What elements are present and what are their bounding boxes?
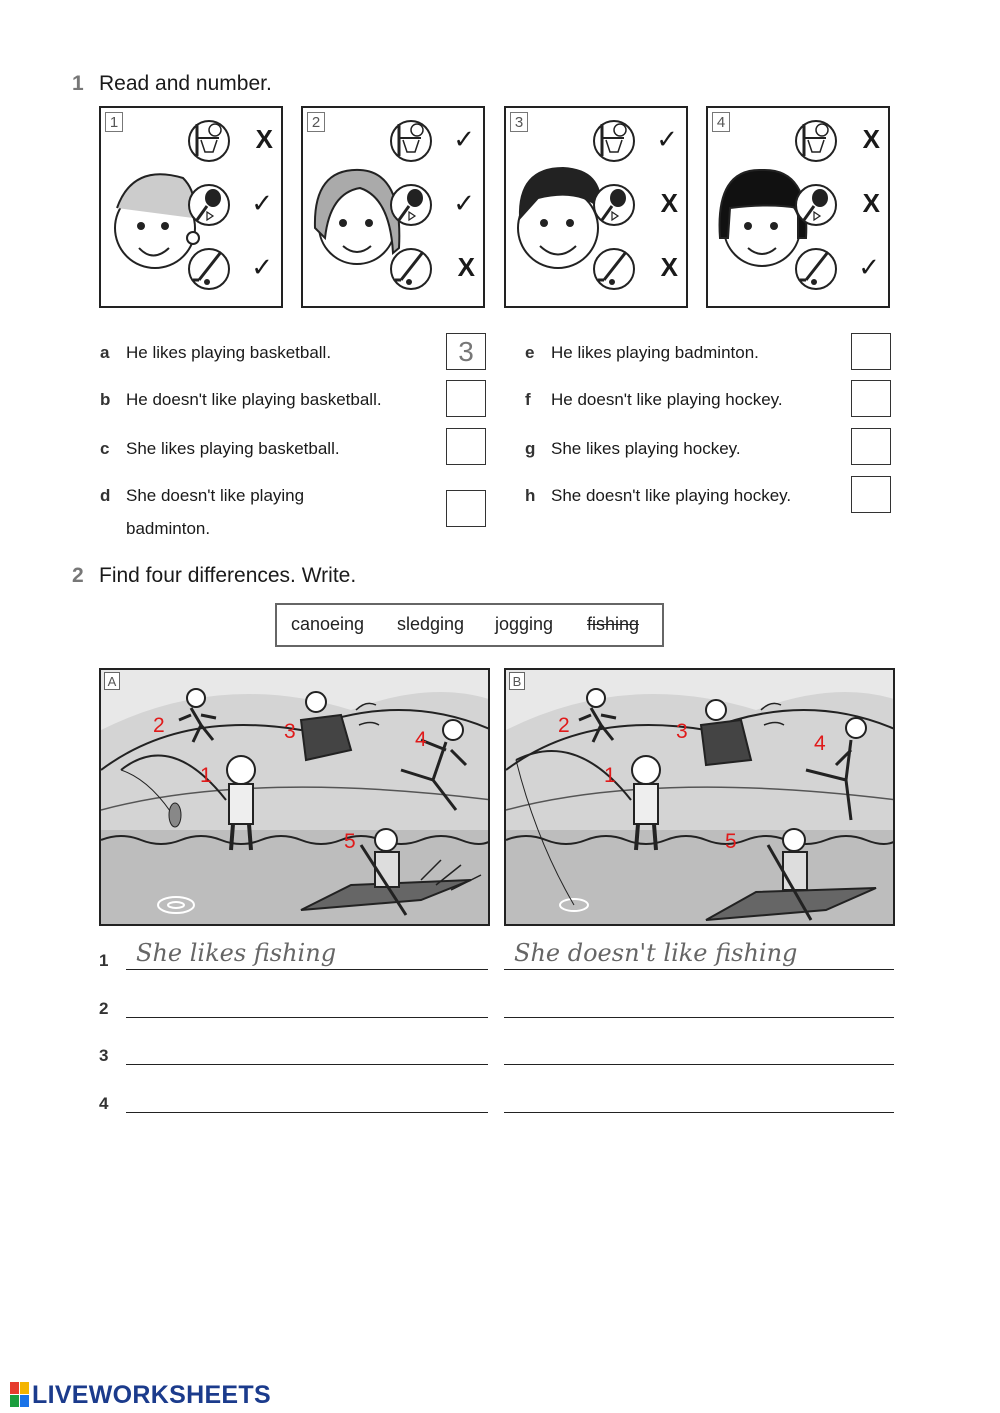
check-mark: ✓ <box>453 124 475 154</box>
statement-text: She doesn't like playing badminton. <box>126 486 305 538</box>
statement-letter: b <box>100 390 111 409</box>
answer-line-right[interactable] <box>504 1017 894 1018</box>
sport-row <box>389 178 477 232</box>
scene-b <box>504 668 895 926</box>
scene-b-red-num-2: 2 <box>558 714 570 737</box>
section-1-number: 1 <box>72 72 84 95</box>
answer-box-c[interactable] <box>446 428 486 465</box>
handwritten-answer: She likes fishing <box>136 939 337 967</box>
sport-row <box>794 242 882 296</box>
basketball-icon <box>187 114 237 168</box>
sport-row <box>794 178 882 232</box>
statement-letter: d <box>100 486 111 505</box>
check-mark: ✓ <box>453 188 475 218</box>
statement-letter: e <box>525 343 535 362</box>
word-jogging: jogging <box>495 614 554 634</box>
answer-line-right[interactable] <box>504 1064 894 1065</box>
sport-row <box>389 114 477 168</box>
liveworksheets-logo-icon <box>10 1382 30 1412</box>
statement-letter: c <box>100 439 110 458</box>
answer-line-left[interactable] <box>126 1112 488 1113</box>
scene-b-red-num-3: 3 <box>676 720 688 743</box>
answer-line-right[interactable] <box>504 969 894 970</box>
line-number: 1 <box>99 951 109 970</box>
scene-a-red-num-4: 4 <box>415 728 427 751</box>
cross-mark: X <box>862 124 880 154</box>
section-2-number: 2 <box>72 564 84 587</box>
answer-line-right[interactable] <box>504 1112 894 1113</box>
check-mark: ✓ <box>251 252 273 282</box>
hockey-icon <box>389 242 439 296</box>
panel-number: 1 <box>105 112 123 132</box>
panel-3 <box>504 106 688 308</box>
statement-letter: h <box>525 486 536 505</box>
line-number: 3 <box>99 1046 109 1065</box>
scene-a-red-num-2: 2 <box>153 714 165 737</box>
check-mark: ✓ <box>251 188 273 218</box>
word-sledging: sledging <box>397 614 465 634</box>
check-mark: ✓ <box>656 124 678 154</box>
statement-text: He likes playing basketball. <box>126 343 332 362</box>
hockey-icon <box>794 242 844 296</box>
statement-text: He doesn't like playing basketball. <box>126 390 382 409</box>
word-canoeing: canoeing <box>291 614 365 634</box>
sport-row <box>187 242 275 296</box>
answer-line-left[interactable] <box>126 1017 488 1018</box>
scene-b-red-num-5: 5 <box>725 830 737 853</box>
sport-row <box>592 178 680 232</box>
cross-mark: X <box>660 188 678 218</box>
scene-b-red-num-1: 1 <box>604 764 616 787</box>
sport-row <box>187 114 275 168</box>
answer-box-a[interactable]: 3 <box>446 333 486 370</box>
statement-letter: a <box>100 343 110 362</box>
scene-a-illustration <box>101 670 490 926</box>
footer-brand: LIVEWORKSHEETS <box>32 1381 271 1409</box>
panel-number: 2 <box>307 112 325 132</box>
statement-text: He doesn't like playing hockey. <box>551 390 783 409</box>
section-1-title: Read and number. <box>99 72 272 95</box>
answer-box-e[interactable] <box>851 333 891 370</box>
badminton-icon <box>794 178 844 232</box>
basketball-icon <box>389 114 439 168</box>
answer-line-left[interactable] <box>126 1064 488 1065</box>
scene-a-red-num-1: 1 <box>200 764 212 787</box>
basketball-icon <box>794 114 844 168</box>
sport-row <box>794 114 882 168</box>
answer-box-g[interactable] <box>851 428 891 465</box>
sport-row <box>187 178 275 232</box>
statement-text: He likes playing badminton. <box>551 343 759 362</box>
answer-box-h[interactable] <box>851 476 891 513</box>
cross-mark: X <box>862 188 880 218</box>
hockey-icon <box>187 242 237 296</box>
hockey-icon <box>592 242 642 296</box>
answer-box-b[interactable] <box>446 380 486 417</box>
word-bank <box>275 603 664 647</box>
word-fishing: fishing <box>587 614 640 634</box>
panel-number: 3 <box>510 112 528 132</box>
scene-a-red-num-5: 5 <box>344 830 356 853</box>
sport-row <box>389 242 477 296</box>
scene-a <box>99 668 490 926</box>
check-mark: ✓ <box>858 252 880 282</box>
answer-box-f[interactable] <box>851 380 891 417</box>
basketball-icon <box>592 114 642 168</box>
section-2-title: Find four differences. Write. <box>99 564 357 587</box>
handwritten-answer: She doesn't like fishing <box>514 939 798 967</box>
cross-mark: X <box>660 252 678 282</box>
panel-4 <box>706 106 890 308</box>
line-number: 4 <box>99 1094 109 1113</box>
statement-text: She doesn't like playing hockey. <box>551 486 792 505</box>
badminton-icon <box>389 178 439 232</box>
answer-line-left[interactable] <box>126 969 488 970</box>
statement-text: She likes playing basketball. <box>126 439 340 458</box>
badminton-icon <box>592 178 642 232</box>
panel-1 <box>99 106 283 308</box>
statement-text: She likes playing hockey. <box>551 439 741 458</box>
badminton-icon <box>187 178 237 232</box>
cross-mark: X <box>457 252 475 282</box>
statement-letter: g <box>525 439 536 458</box>
cross-mark: X <box>255 124 273 154</box>
sport-row <box>592 114 680 168</box>
statement-letter: f <box>525 390 531 409</box>
answer-box-d[interactable] <box>446 490 486 527</box>
sport-row <box>592 242 680 296</box>
panel-2 <box>301 106 485 308</box>
scene-b-illustration <box>506 670 895 926</box>
scene-a-red-num-3: 3 <box>284 720 296 743</box>
scene-b-label: B <box>509 672 525 690</box>
scene-b-red-num-4: 4 <box>814 732 826 755</box>
scene-a-label: A <box>104 672 120 690</box>
panel-number: 4 <box>712 112 730 132</box>
line-number: 2 <box>99 999 109 1018</box>
